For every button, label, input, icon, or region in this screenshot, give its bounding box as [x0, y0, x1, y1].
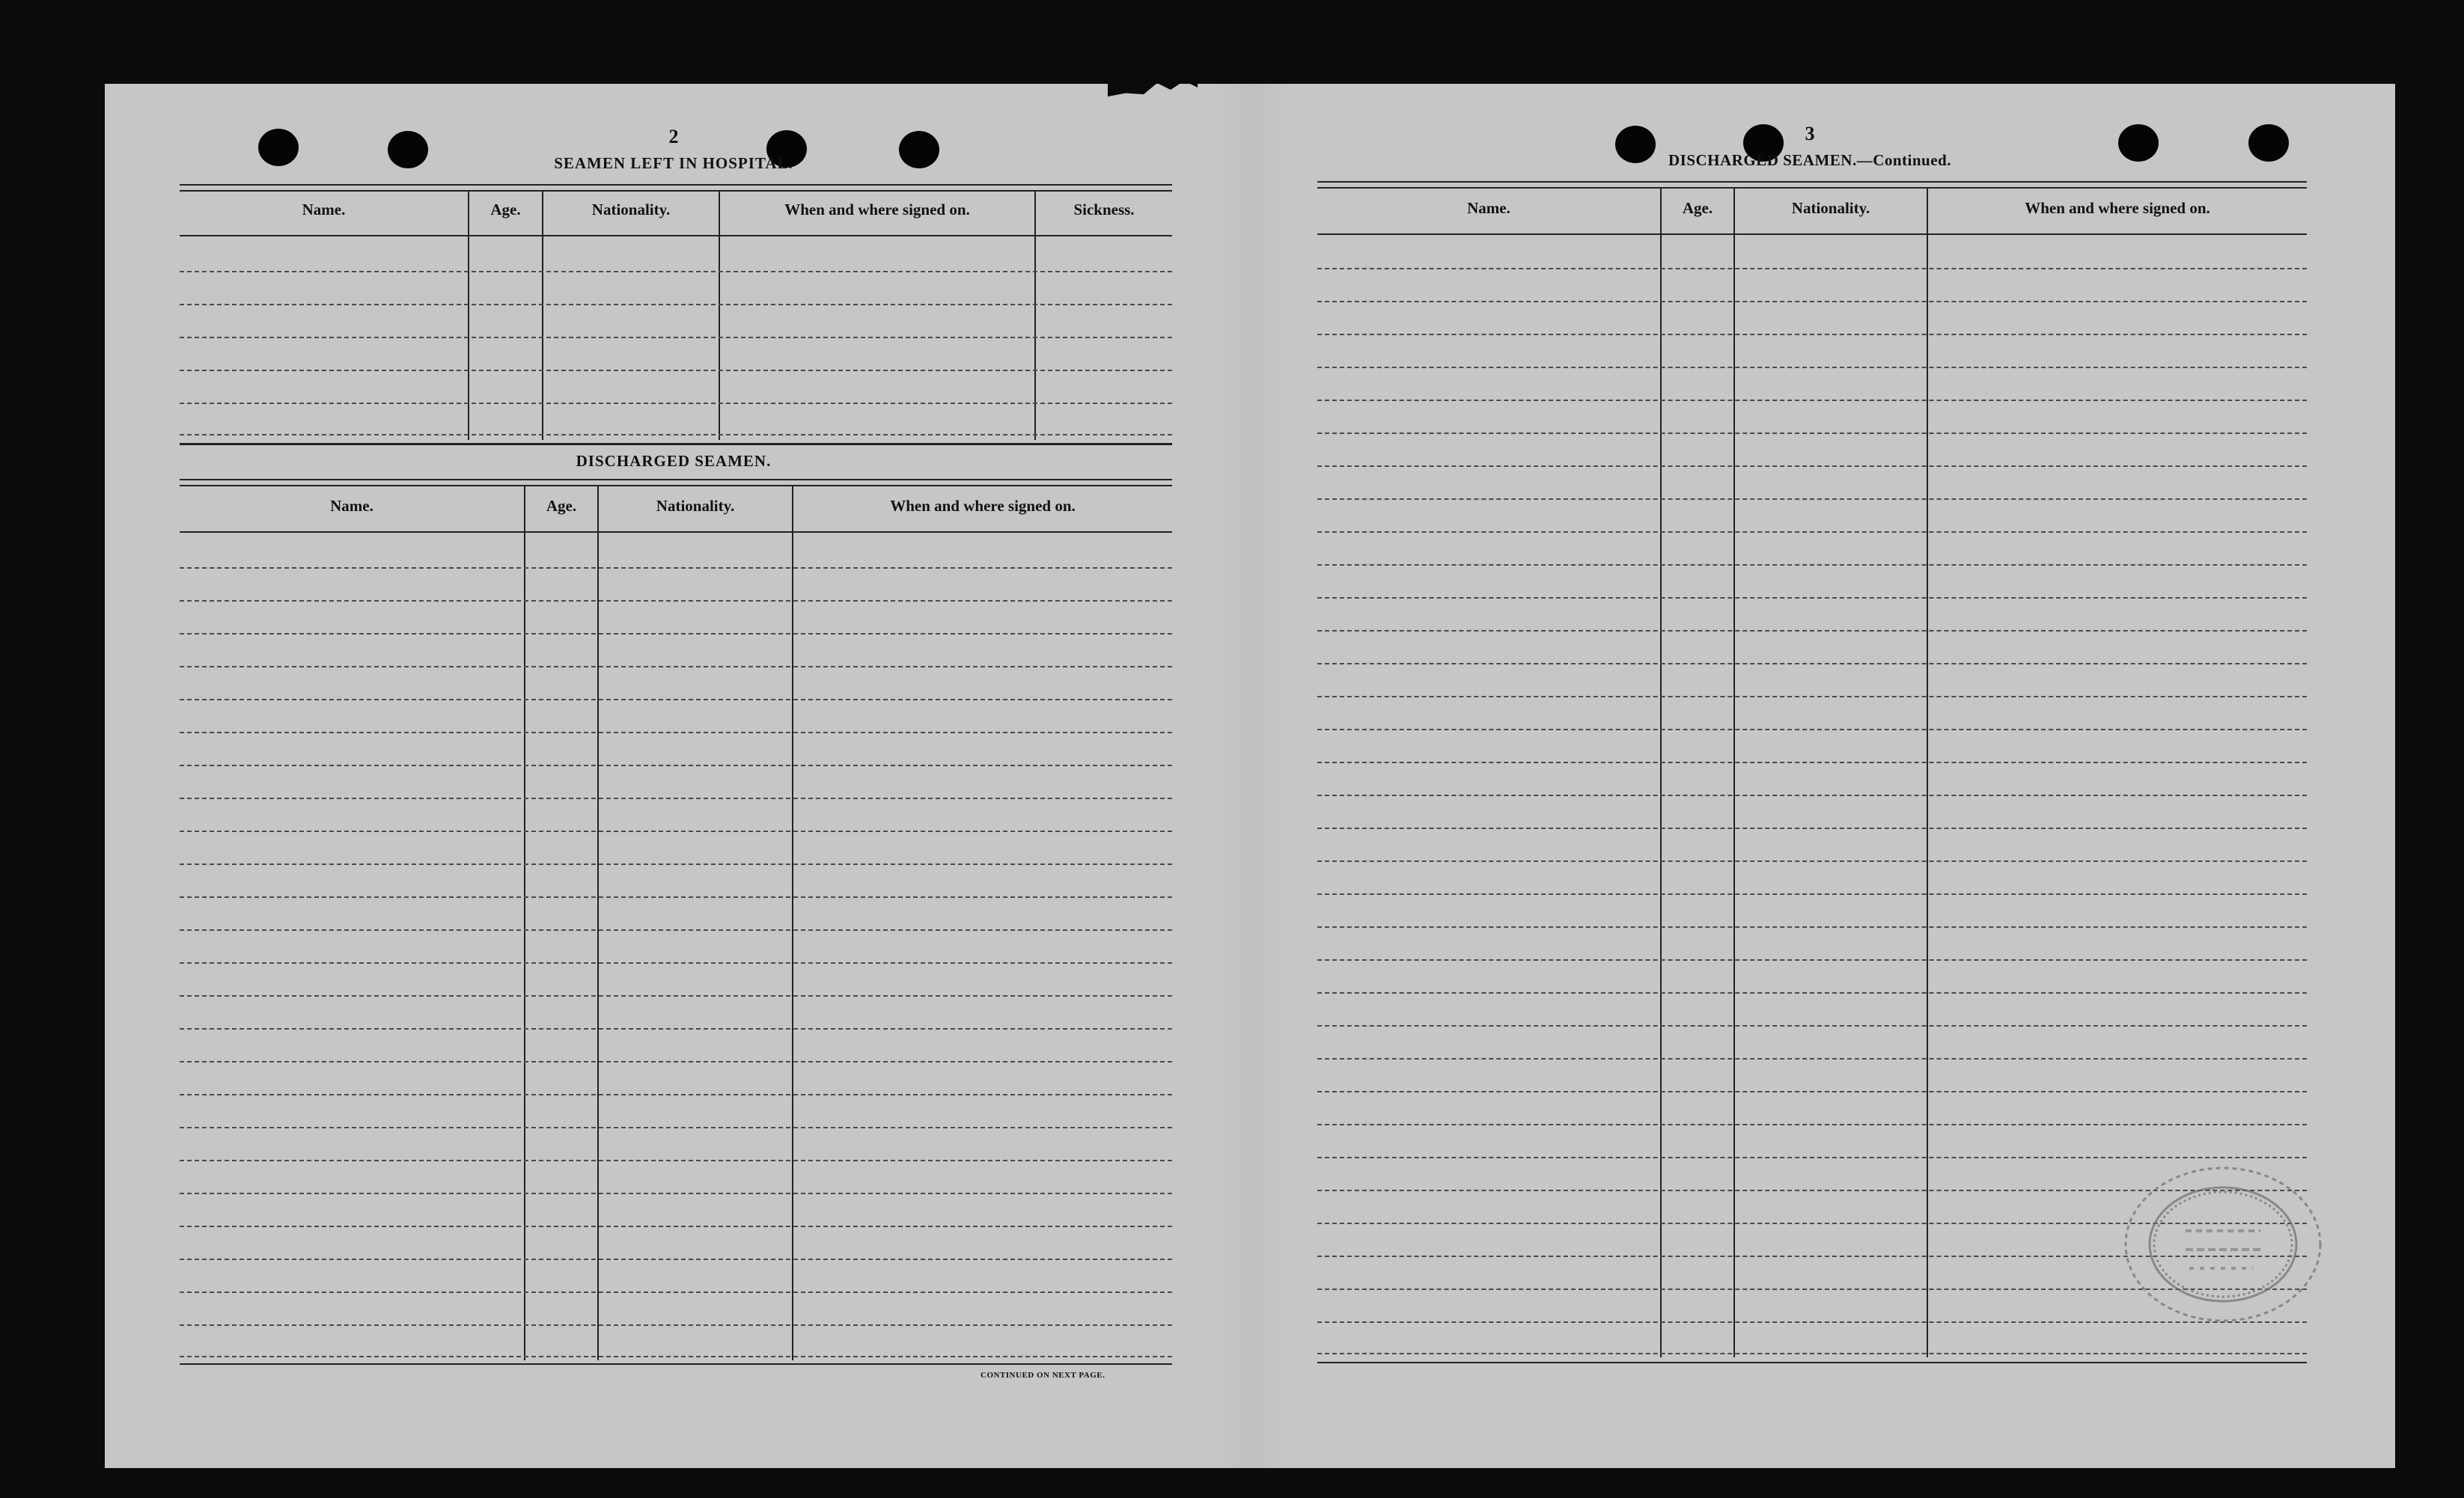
punch-hole-icon: [388, 131, 428, 168]
column-header-name: Name.: [1467, 199, 1510, 217]
column-header-signed-on: When and where signed on.: [784, 201, 970, 218]
column-header-age: Age.: [490, 201, 521, 218]
circular-postmark-stamp-icon: [2103, 1156, 2328, 1328]
section-title-discharged: DISCHARGED SEAMEN.: [576, 452, 772, 470]
punch-hole-icon: [899, 131, 939, 168]
continued-note: CONTINUED ON NEXT PAGE.: [981, 1371, 1106, 1380]
punch-hole-icon: [258, 129, 299, 166]
section-title-discharged-continued: DISCHARGED SEAMEN.—Continued.: [1668, 151, 1951, 169]
column-header-nationality: Nationality.: [591, 201, 671, 218]
column-header-name: Name.: [302, 201, 346, 218]
punch-hole-icon: [2248, 124, 2289, 162]
column-header-signed-on: When and where signed on.: [890, 497, 1076, 515]
column-header-age: Age.: [546, 497, 577, 515]
column-header-nationality: Nationality.: [1791, 199, 1870, 217]
section-title-hospital: SEAMEN LEFT IN HOSPITAL.: [554, 154, 793, 172]
punch-hole-icon: [2118, 124, 2159, 162]
column-header-nationality: Nationality.: [656, 497, 735, 515]
column-header-age: Age.: [1682, 199, 1713, 217]
column-header-signed-on: When and where signed on.: [2025, 199, 2210, 217]
page-number-left: 2: [668, 126, 679, 147]
page-number-right: 3: [1805, 123, 1815, 144]
document-sheet: [105, 84, 2395, 1468]
column-header-sickness: Sickness.: [1073, 201, 1135, 218]
column-header-name: Name.: [330, 497, 373, 515]
